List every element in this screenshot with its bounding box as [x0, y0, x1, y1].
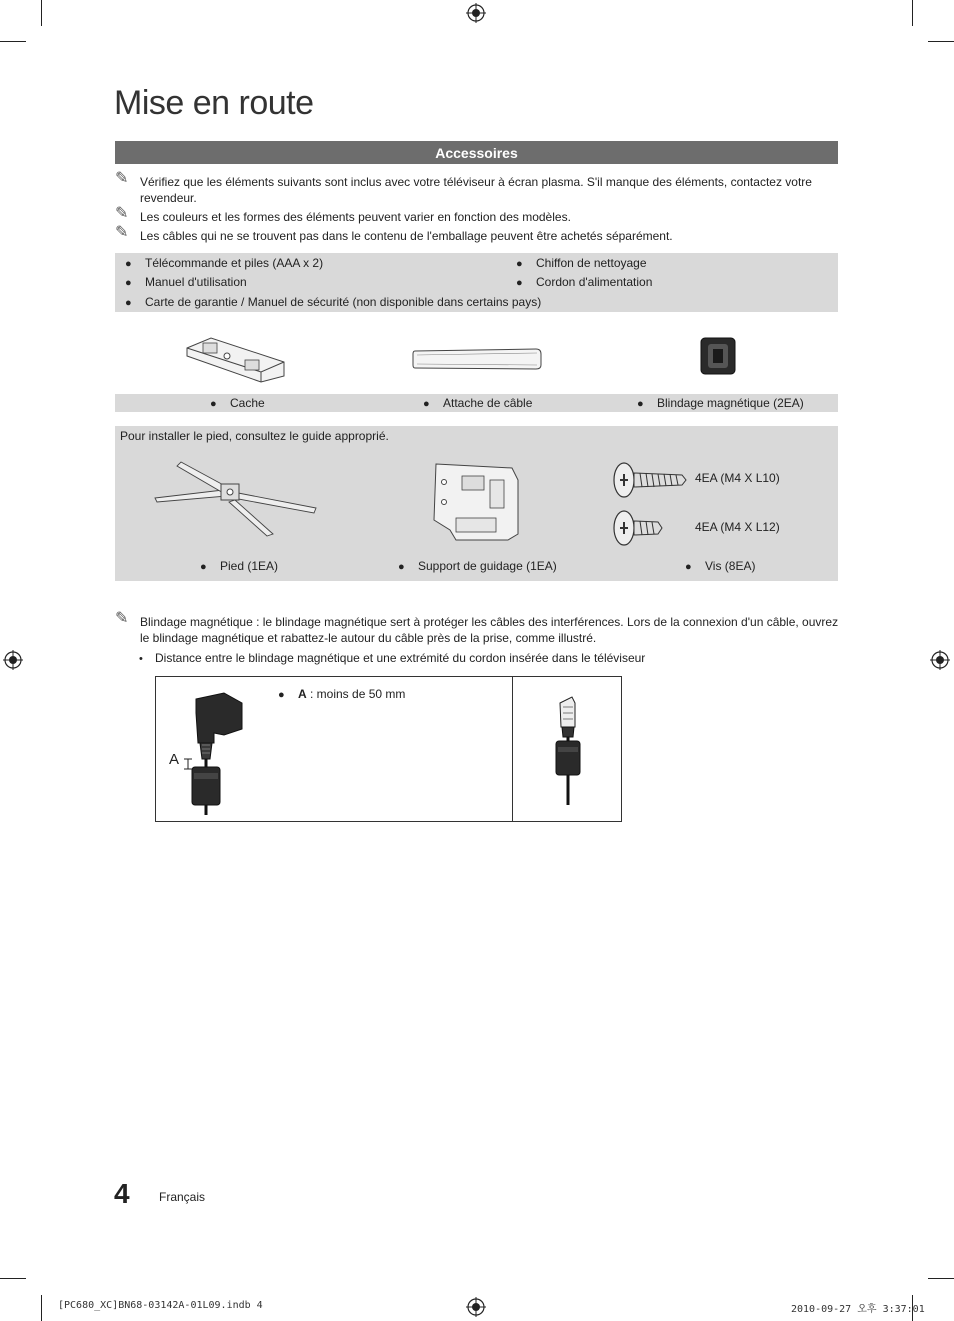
crop-mark: [41, 0, 42, 26]
list-item: ● Blindage magnétique (2EA): [637, 396, 804, 410]
note-check-items: ✎ Vérifiez que les éléments suivants sont inclus avec votre téléviseur à écran plasma. S'il manque des éléments, contactez votre revendeur.: [115, 170, 812, 205]
pencil-note-icon: ✎: [115, 170, 129, 187]
registration-mark-icon: [466, 3, 486, 23]
pencil-note-icon: ✎: [115, 205, 129, 222]
list-item: ● Vis (8EA): [685, 559, 756, 573]
screw-icon: [612, 461, 688, 499]
stand-intro: Pour installer le pied, consultez le guide approprié.: [120, 429, 389, 443]
list-item: ● Carte de garantie / Manuel de sécurité (non disponible dans certains pays): [125, 295, 542, 309]
page-title: Mise en route: [114, 84, 314, 122]
cover-icon: [183, 334, 288, 384]
note-colors-shapes: ✎ Les couleurs et les formes des éléments peuvent varier en fonction des modèles.: [115, 205, 571, 224]
list-item: ● Pied (1EA): [200, 559, 279, 573]
guide-stand-icon: [430, 460, 524, 542]
registration-mark-icon: [466, 1297, 486, 1317]
list-item: ● Manuel d'utilisation: [125, 275, 247, 289]
lan-cable-icon: [553, 697, 583, 807]
section-heading-accessoires: Accessoires: [115, 141, 838, 164]
note-cables-separate: ✎ Les câbles qui ne se trouvent pas dans le contenu de l'emballage peuvent être achetés séparément.: [115, 224, 673, 243]
list-item: ● Support de guidage (1EA): [398, 559, 557, 573]
magnetic-distance-bullet: • Distance entre le blindage magnétique et une extrémité du cordon insérée dans le téléviseur: [139, 651, 646, 665]
dimension-letter: A: [169, 751, 180, 768]
crop-mark: [912, 0, 913, 26]
figure-label: ● A : moins de 50 mm: [278, 687, 406, 701]
crop-mark: [928, 41, 954, 42]
pencil-note-icon: ✎: [115, 610, 129, 627]
list-item: ● Cordon d'alimentation: [516, 275, 653, 289]
crop-mark: [928, 1278, 954, 1279]
note-magnetic-shield: ✎ Blindage magnétique : le blindage magnétique sert à protéger les câbles des interférences. Lors de la connexion d'un câble, ouvrez le blindage magnétique et rabattez-le autour du câble près de la prise, comme illustré.: [115, 610, 839, 645]
stand-icon: [153, 458, 319, 538]
page-language: Français: [159, 1190, 206, 1204]
page-number: 4: [114, 1178, 130, 1209]
list-item: ● Télécommande et piles (AAA x 2): [125, 256, 324, 270]
power-cord-icon: [184, 693, 254, 815]
footer-timestamp: 2010-09-27 오후 3:37:01: [791, 1304, 925, 1315]
pencil-note-icon: ✎: [115, 224, 129, 241]
list-item: ● Cache: [210, 396, 265, 410]
registration-mark-icon: [3, 650, 23, 670]
registration-mark-icon: [930, 650, 950, 670]
accessory-labels-row: [115, 394, 838, 412]
magnetic-figure-power-cord: [155, 676, 508, 822]
ferrite-core-icon: [699, 335, 737, 377]
magnetic-figure-lan-cable: [512, 676, 622, 822]
cable-tie-icon: [412, 347, 542, 371]
screw-icon: [612, 509, 664, 547]
footer-file: [PC680_XC]BN68-03142A-01L09.indb 4: [58, 1300, 263, 1311]
crop-mark: [41, 1295, 42, 1321]
list-item: ● Attache de câble: [423, 396, 533, 410]
screw-l10-label: 4EA (M4 X L10): [695, 471, 780, 485]
screw-l12-label: 4EA (M4 X L12): [695, 520, 780, 534]
included-items-list: [115, 253, 838, 312]
crop-mark: [0, 41, 26, 42]
list-item: ● Chiffon de nettoyage: [516, 256, 647, 270]
crop-mark: [0, 1278, 26, 1279]
figure-divider: [506, 676, 512, 822]
